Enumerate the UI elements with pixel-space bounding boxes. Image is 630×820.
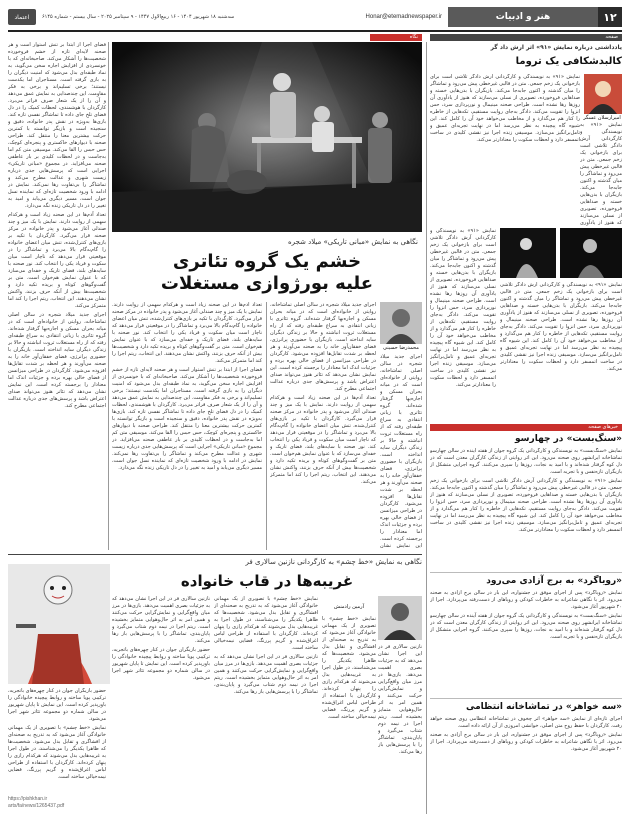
right-stage-photo-1	[500, 228, 556, 278]
lead-headline-line1: خشم یک گروه تئاتری	[172, 251, 362, 272]
news-2-title: «رویاگرد» به برج آزادی می‌رود	[486, 576, 622, 586]
bottom-body-col2-text-2: نازنین سالاری فر در این اجرا نشان می‌دهد که به جزئیات بصری اهمیت می‌دهد. بازی‌ها در مرز میان واقع‌گرایی و نمایش‌گرایی حرکت می‌کنند و همین امر به اثر حال‌وهوایی متمایز بخشیده است. ریتم اجرا در نیمه دوم شتاب می‌گیرد و پایان‌بندی، تماشاگر را با پرسش‌هایی باز رها می‌کند.	[214, 654, 318, 695]
lead-author-photo	[380, 302, 422, 344]
bottom-body-col4	[378, 644, 422, 810]
bottom-stage-photo	[8, 564, 110, 684]
bottom-body-col4-text: نازنین سالاری فر در این اجرا نشان می‌دهد که به جزئیات بصری اهمیت می‌دهد. بازی‌ها در مرز میان واقع‌گرایی و نمایش‌گرایی حرکت می‌کنند و همین امر به اثر حال‌وهوایی متمایز بخشیده است. ریتم اجرا در نیمه دوم شتاب می‌گیرد و پایان‌بندی، تماشاگر را با پرسش‌هایی باز رها می‌کند.	[378, 644, 422, 755]
bottom-left-paragraph-2: نمایش «خط چشم» با تصویری از یک مهمانی خانوادگی آغاز می‌شود که به تدریج به صحنه‌ای از افشاگری و تقابل بدل می‌شود. شخصیت‌ها که ظاهرا یکدیگر را می‌شناسند، در طول اجرا به غریبه‌هایی بدل می‌شوند که هرکدام رازی را پنهان کرده‌اند. کارگردان با استفاده از طراحی لباس اغراق‌شده و گریم پررنگ، فضایی نیمه‌خیالی ساخته است.	[8, 725, 106, 780]
lead-body-middle-text: اجرای جدید میلاد شجره در سالن اصلی تماشاخانه، روایتی از خانواده‌ای است که در میانه بحران مسکن و اجاره‌بها گرفتار شده‌اند. گروه تئاتری با زبانی انتقادی به سراغ طبقه‌ای رفته که از راه مستغلات ثروت انباشته و حالا بر زندگی دیگران سایه انداخته است. بازیگران با حضوری پرانرژی، فضای خفقان‌آور خانه را به صحنه می‌آورند و هر لحظه بر شدت تقابل‌ها افزوده می‌شود. کارگردان در طراحی میزانسن از فضای خالی بهره برده و جزئیات اندک اما معنادار را برجسته کرده است. این نمایش نشان می‌دهد که تئاتر هنوز می‌تواند صدای اعتراض باشد و پرسش‌های جدی درباره عدالت اجتماعی مطرح کند.	[270, 302, 376, 392]
author-portrait-illustration	[380, 302, 422, 344]
lead-body-right	[380, 354, 422, 550]
label-notes: نگاه	[370, 34, 422, 41]
costume-photo-illustration	[8, 564, 110, 684]
right-body-lower-text: نمایش «۹۱» به نویسندگی و کارگردانی آرش دادگر تلاشی است برای بازخوانی یک زخم جمعی. متن در قالبی غیرخطی پیش می‌رود و تماشاگر را میان گذشته و اکنون جابه‌جا می‌کند. بازیگران با بدن‌هایی خسته و صداهایی فروخورده، تصویری از نسلی می‌سازند که هنوز از یادآوری آن روزها رها نشده است. طراحی صحنه مینیمال و نورپردازی سرد، حس انزوا را تقویت می‌کند. دادگر به‌جای روایت مستقیم، تکه‌هایی از خاطره را کنار هم می‌گذارد و از مخاطب می‌خواهد خود آن را کامل کند. این شیوه گاه پیچیده به نظر می‌رسد اما در نهایت تجربه‌ای عمیق و تامل‌برانگیز می‌سازد. موسیقی زنده اجرا نیز نقشی کلیدی در ساخت اتمسفر دارد و لحظات سکوت را معنادارتر می‌کند.	[500, 282, 622, 372]
lead-body-middle	[270, 302, 376, 550]
label-news: خبرهای صفحه	[430, 424, 622, 431]
right-body-narrow-text: نمایش «۹۱» به نویسندگی و کارگردانی آرش دادگر تلاشی است برای بازخوانی یک زخم جمعی. متن در قالبی غیرخطی پیش می‌رود و تماشاگر را میان گذشته و اکنون جابه‌جا می‌کند. بازیگران با بدن‌هایی خسته و صداهایی فروخورده، تصویری از نسلی می‌سازند که هنوز از یادآوری	[580, 122, 622, 226]
bottom-headline: غریبه‌ها در قاب خانواده	[180, 572, 354, 590]
lead-body-middle-text-2: تعداد آدم‌ها در این صحنه زیاد است و هرکدام سهمی از روایت دارند. نمایش با یک میز و چند صندلی آغاز می‌شود و پدر خانواده در مرکز صحنه قرار می‌گیرد. کارگردان با تکیه بر بازی‌های کنترل‌شده، تنش میان اعضای خانواده را گام‌به‌گام بالا می‌برد و تماشاگر را در موقعیتی قرار می‌دهد که ناچار است میان سکوت و فریاد یکی را انتخاب کند. نور صحنه با سایه‌های بلند، فضای تاریک و خفه‌ای می‌سازد که با عنوان نمایش هم‌خوان است. متن بر گفت‌وگوهای کوتاه و بریده تکیه دارد و شخصیت‌ها بیش از آنکه حرف بزنند، واکنش نشان می‌دهند. این انتخاب، ریتم اجرا را کند اما متمرکز می‌کند.	[270, 395, 376, 485]
stage-photo-1-illustration	[500, 228, 556, 278]
right-body-lower-left	[430, 228, 496, 420]
bottom-left-text	[8, 688, 106, 792]
right-body-text: نمایش «۹۱» به نویسندگی و کارگردانی آرش دادگر تلاشی است برای بازخوانی یک زخم جمعی. متن در قالبی غیرخطی پیش می‌رود و تماشاگر را میان گذشته و اکنون جابه‌جا می‌کند. بازیگران با بدن‌هایی خسته و صداهایی فروخورده، تصویری از نسلی می‌سازند که هنوز از یادآوری آن روزها رها نشده است. طراحی صحنه مینیمال و نورپردازی سرد، حس انزوا را تقویت می‌کند. دادگر به‌جای روایت مستقیم، تکه‌هایی از خاطره را کنار هم می‌گذارد و از مخاطب می‌خواهد خود آن را کامل کند. این شیوه گاه پیچیده به نظر می‌رسد اما در نهایت تجربه‌ای عمیق و تامل‌برانگیز می‌سازد. موسیقی زنده اجرا نیز نقشی کلیدی در ساخت اتمسفر دارد و لحظات سکوت را معنادارتر می‌کند.	[430, 74, 580, 143]
left-column-continued: تعداد آدم‌ها در این صحنه زیاد است و هرکدام سهمی از روایت دارند. نمایش با یک میز و چند صندلی آغاز می‌شود و پدر خانواده در مرکز صحنه قرار می‌گیرد. کارگردان با تکیه بر بازی‌های کنترل‌شده، تنش میان اعضای خانواده را گام‌به‌گام بالا می‌برد و تماشاگر را در موقعیتی قرار می‌دهد که ناچار است میان سکوت و فریاد یکی را انتخاب کند. نور صحنه با سایه‌های بلند، فضای تاریک و خفه‌ای می‌سازد که با عنوان نمایش هم‌خوان است. متن بر گفت‌وگوهای کوتاه و بریده تکیه دارد و شخصیت‌ها بیش از آنکه حرف بزنند، واکنش نشان می‌دهند. این انتخاب، ریتم اجرا را کند اما متمرکز می‌کند.	[8, 212, 106, 309]
bottom-body-col2-text: نمایش «خط چشم» با تصویری از یک مهمانی خانوادگی آغاز می‌شود که به تدریج به صحنه‌ای از افشاگری و تقابل بدل می‌شود. شخصیت‌ها که ظاهرا یکدیگر را می‌شناسند، در طول اجرا به غریبه‌هایی بدل می‌شوند که هرکدام رازی را پنهان کرده‌اند. کارگردان با استفاده از طراحی لباس اغراق‌شده و گریم پررنگ، فضایی نیمه‌خیالی ساخته است.	[214, 596, 318, 651]
news-divider-2	[430, 698, 622, 699]
header-rule	[8, 30, 622, 32]
bottom-body-col1-text: نازنین سالاری فر در این اجرا نشان می‌دهد که به جزئیات بصری اهمیت می‌دهد. بازی‌ها در مرز میان واقع‌گرایی و نمایش‌گرایی حرکت می‌کنند و همین امر به اثر حال‌وهوایی متمایز بخشیده است. ریتم اجرا در نیمه دوم شتاب می‌گیرد و پایان‌بندی، تماشاگر را با پرسش‌هایی باز رها می‌کند.	[112, 596, 210, 644]
news-2-text: نمایش «رویاگرد» پس از اجرای موفق در جشنواره، این بار در سالن برج آزادی به صحنه می‌رود. اثر با نگاهی شاعرانه به خاطرات کودکی و رویاهای از دست‌رفته می‌پردازد. اجرا از ۲۰ شهریور آغاز می‌شود.	[430, 590, 622, 610]
news-2-text-2: نمایش «سنگ‌بست» به نویسندگی و کارگردانی یک گروه جوان از هفته آینده در سالن چهارسو تماشاخانه ایرانشهر روی صحنه می‌رود. این اثر روایتی از زندگی کارگران معدن است که در دل کوه گرفتار شده‌اند و با امید به نجات، روزها را سپری می‌کنند. گروه اجرایی متشکل از بازیگران تازه‌نفس و با تجربه است.	[430, 613, 622, 640]
left-column-text	[8, 42, 106, 550]
lead-kicker: نگاهی به نمایش «مبانی تاریکی» میلاد شجره	[287, 238, 418, 246]
right-body-lower-left-text: نمایش «۹۱» به نویسندگی و کارگردانی آرش دادگر تلاشی است برای بازخوانی یک زخم جمعی. متن در قالبی غیرخطی پیش می‌رود و تماشاگر را میان گذشته و اکنون جابه‌جا می‌کند. بازیگران با بدن‌هایی خسته و صداهایی فروخورده، تصویری از نسلی می‌سازند که هنوز از یادآوری آن روزها رها نشده است. طراحی صحنه مینیمال و نورپردازی سرد، حس انزوا را تقویت می‌کند. دادگر به‌جای روایت مستقیم، تکه‌هایی از خاطره را کنار هم می‌گذارد و از مخاطب می‌خواهد خود آن را کامل کند. این شیوه گاه پیچیده به نظر می‌رسد اما در نهایت تجربه‌ای عمیق و تامل‌برانگیز می‌سازد. موسیقی زنده اجرا نیز نقشی کلیدی در ساخت اتمسفر دارد و لحظات سکوت را معنادارتر می‌کند.	[430, 228, 496, 388]
lead-author-name: محمدرضا حسینی	[383, 345, 419, 351]
lead-headline-line2: علیه بورژوازی مستغلات	[160, 273, 374, 294]
bottom-body-col2	[214, 596, 318, 810]
lead-body-right-text: اجرای جدید میلاد شجره در سالن اصلی تماشاخانه، روایتی از خانواده‌ای است که در میانه بحران مسکن و اجاره‌بها گرفتار شده‌اند. گروه تئاتری با زبانی انتقادی به سراغ طبقه‌ای رفته که از راه مستغلات ثروت انباشته و حالا بر زندگی دیگران سایه انداخته است. بازیگران با حضوری پرانرژی، فضای خفقان‌آور خانه را به صحنه می‌آورند و هر لحظه بر شدت تقابل‌ها افزوده می‌شود. کارگردان در طراحی میزانسن از فضای خالی بهره برده و جزئیات اندک اما معنادار را برجسته کرده است. این نمایش نشان	[380, 354, 422, 549]
right-author-photo	[584, 74, 622, 114]
right-body-narrow	[580, 122, 622, 226]
section-title: هنر و ادبیات	[448, 7, 598, 27]
section-email[interactable]: Honar@etemadnewspaper.ir	[365, 14, 442, 20]
lead-stage-photo	[112, 42, 422, 232]
lead-body-left	[112, 302, 262, 550]
lead-body-divider	[266, 302, 267, 550]
news-3-text: اجرای تازه‌ای از نمایش «سه خواهر» اثر چخوف در تماشاخانه انتظامی روی صحنه خواهد رفت. کارگردان با حفظ روح متن اصلی، خوانشی امروزی از آن ارائه داده است.	[430, 716, 622, 729]
news-3-title: «سه خواهر» در تماشاخانه انتظامی	[465, 702, 622, 712]
right-headline: کالبدشکافی یک تروما	[515, 56, 622, 67]
news-1-body	[430, 448, 622, 568]
date-line: سه‌شنبه ۱۸ شهریور ۱۴۰۴ - ۱۶ ربیع‌الاول ۱۴۴۷ - ۹ سپتامبر ۲۰۲۵ - سال بیستم - شماره ۶۱۴۵	[42, 14, 235, 20]
bottom-body-col3-text: نمایش «خط چشم» با تصویری از یک مهمانی خانوادگی آغاز می‌شود که به تدریج به صحنه‌ای از افشاگری و تقابل بدل می‌شود. شخصیت‌ها که ظاهرا یکدیگر را می‌شناسند، در طول اجرا به غریبه‌هایی بدل می‌شوند که هرکدام رازی را پنهان کرده‌اند. کارگردان با استفاده از طراحی لباس اغراق‌شده و گریم پررنگ، فضایی نیمه‌خیالی ساخته است.	[322, 616, 376, 720]
bottom-author-photo	[378, 596, 422, 640]
right-author-portrait	[584, 74, 622, 114]
column-divider	[108, 42, 109, 550]
newspaper-logo: اعتماد	[8, 9, 36, 25]
right-stage-photo-2	[560, 228, 622, 278]
bottom-body-col1	[112, 596, 210, 810]
news-1-title: «سنگ‌بست» در چهارسو	[515, 434, 622, 444]
bottom-kicker: نگاهی به نمایش «خط چشم» به کارگردانی نازنین سالاری فر	[245, 558, 422, 566]
news-1-text-2: نمایش «۹۱» به نویسندگی و کارگردانی آرش دادگر تلاشی است برای بازخوانی یک زخم جمعی. متن در قالبی غیرخطی پیش می‌رود و تماشاگر را میان گذشته و اکنون جابه‌جا می‌کند. بازیگران با بدن‌هایی خسته و صداهایی فروخورده، تصویری از نسلی می‌سازند که هنوز از یادآوری آن روزها رها نشده است. طراحی صحنه مینیمال و نورپردازی سرد، حس انزوا را تقویت می‌کند. دادگر به‌جای روایت مستقیم، تکه‌هایی از خاطره را کنار هم می‌گذارد و از مخاطب می‌خواهد خود آن را کامل کند. این شیوه گاه پیچیده به نظر می‌رسد اما در نهایت تجربه‌ای عمیق و تامل‌برانگیز می‌سازد. موسیقی زنده اجرا نیز نقشی کلیدی در ساخت اتمسفر دارد و لحظات سکوت را معنادارتر می‌کند.	[430, 478, 622, 533]
lead-body-left-text: تعداد آدم‌ها در این صحنه زیاد است و هرکدام سهمی از روایت دارند. نمایش با یک میز و چند صندلی آغاز می‌شود و پدر خانواده در مرکز صحنه قرار می‌گیرد. کارگردان با تکیه بر بازی‌های کنترل‌شده، تنش میان اعضای خانواده را گام‌به‌گام بالا می‌برد و تماشاگر را در موقعیتی قرار می‌دهد که ناچار است میان سکوت و فریاد یکی را انتخاب کند. نور صحنه با سایه‌های بلند، فضای تاریک و خفه‌ای می‌سازد که با عنوان نمایش هم‌خوان است. متن بر گفت‌وگوهای کوتاه و بریده تکیه دارد و شخصیت‌ها بیش از آنکه حرف بزنند، واکنش نشان می‌دهند. این انتخاب، ریتم اجرا را کند اما متمرکز می‌کند.	[112, 302, 262, 364]
news-divider-1	[430, 572, 622, 573]
label-column: صفحه	[430, 34, 622, 41]
right-body-top	[430, 74, 580, 226]
left-column-paragraph: فضای اجرا از ابتدا بر تنش استوار است و هر صحنه لایه‌ای تازه از خشم فروخورده شخصیت‌ها را آشکار می‌کند. صاحبخانه‌ای که با خونسردی از افزایش اجاره سخن می‌گوید، به نماد طبقه‌ای بدل می‌شود که امنیت دیگران را به بازی گرفته است. مستاجران اما یکدست نیستند؛ برخی تسلیم‌اند و برخی به فکر مقاومت. این چندصدایی به نمایش عمق می‌دهد و آن را از یک شعار صرف فراتر می‌برد. کارگردان با هوشمندی، لحظات کمیک را در دل فضای تلخ جای داده تا تماشاگر نفسی تازه کند. بازی‌ها به‌ویژه در نقش پدر خانواده، دقیق و سنجیده است و بازیگر توانسته با کمترین حرکت بیشترین معنا را منتقل کند. طراحی صحنه با دیوارهای خاکستری و پنجره‌ای کوچک، حس حبس را القا می‌کند. موسیقی متن کم اما به‌جاست و در لحظات کلیدی بر بار عاطفی صحنه می‌افزاید. در مجموع «مبانی تاریکی» اجرایی است که پرسش‌هایی جدی درباره زیست شهری و عدالت مطرح می‌کند و تماشاگر را بی‌تفاوت رها نمی‌کند. نمایش در ادامه با ورود شخصیت تازه‌ای که نماینده نسل جوان است، مسیر دیگری می‌یابد و امید به تغییر را در دل تاریکی زنده نگه می‌دارد.	[8, 42, 106, 209]
page-header	[8, 6, 622, 28]
photo-source-url-1[interactable]: https://pishkhan.ir	[8, 796, 48, 802]
right-author-name: امیرارسلان عسگر	[583, 115, 621, 121]
bottom-right-divider	[426, 424, 427, 814]
left-column-continued-2: اجرای جدید میلاد شجره در سالن اصلی تماشاخانه، روایتی از خانواده‌ای است که در میانه بحران مسکن و اجاره‌بها گرفتار شده‌اند. گروه تئاتری با زبانی انتقادی به سراغ طبقه‌ای رفته که از راه مستغلات ثروت انباشته و حالا بر زندگی دیگران سایه انداخته است. بازیگران با حضوری پرانرژی، فضای خفقان‌آور خانه را به صحنه می‌آورند و هر لحظه بر شدت تقابل‌ها افزوده می‌شود. کارگردان در طراحی میزانسن از فضای خالی بهره برده و جزئیات اندک اما معنادار را برجسته کرده است. این نمایش نشان می‌دهد که تئاتر هنوز می‌تواند صدای اعتراض باشد و پرسش‌های جدی درباره عدالت اجتماعی مطرح کند.	[8, 312, 106, 409]
photo-source-url-2[interactable]: arts/fa/news/1265437.pdf	[8, 803, 65, 809]
right-body-lower	[500, 282, 622, 420]
bottom-author-name: آرمین رادمنش	[334, 604, 364, 610]
right-kicker: یادداشتی درباره نمایش «۹۱» اثر ارش داد گر	[490, 44, 622, 51]
bottom-section-rule	[8, 554, 422, 555]
news-3-text-2: نمایش «رویاگرد» پس از اجرای موفق در جشنواره، این بار در سالن برج آزادی به صحنه می‌رود. اثر با نگاهی شاعرانه به خاطرات کودکی و رویاهای از دست‌رفته می‌پردازد. اجرا از ۲۰ شهریور آغاز می‌شود.	[430, 732, 622, 752]
news-3-body	[430, 716, 622, 814]
stage-photo-illustration	[112, 42, 422, 232]
lead-body-left-text-2: فضای اجرا از ابتدا بر تنش استوار است و هر صحنه لایه‌ای تازه از خشم فروخورده شخصیت‌ها را آشکار می‌کند. صاحبخانه‌ای که با خونسردی از افزایش اجاره سخن می‌گوید، به نماد طبقه‌ای بدل می‌شود که امنیت دیگران را به بازی گرفته است. مستاجران اما یکدست نیستند؛ برخی تسلیم‌اند و برخی به فکر مقاومت. این چندصدایی به نمایش عمق می‌دهد و آن را از یک شعار صرف فراتر می‌برد. کارگردان با هوشمندی، لحظات کمیک را در دل فضای تلخ جای داده تا تماشاگر نفسی تازه کند. بازی‌ها به‌ویژه در نقش پدر خانواده، دقیق و سنجیده است و بازیگر توانسته با کمترین حرکت بیشترین معنا را منتقل کند. طراحی صحنه با دیوارهای خاکستری و پنجره‌ای کوچک، حس حبس را القا می‌کند. موسیقی متن کم اما به‌جاست و در لحظات کلیدی بر بار عاطفی صحنه می‌افزاید. در مجموع «مبانی تاریکی» اجرایی است که پرسش‌هایی جدی درباره زیست شهری و عدالت مطرح می‌کند و تماشاگر را بی‌تفاوت رها نمی‌کند. نمایش در ادامه با ورود شخصیت تازه‌ای که نماینده نسل جوان است، مسیر دیگری می‌یابد و امید به تغییر را در دل تاریکی زنده نگه می‌دارد.	[112, 367, 262, 471]
page-number: ۱۲	[598, 7, 622, 27]
bottom-body-col1-text-2: حضور بازیگران جوان در کنار چهره‌های باتجربه، ترکیبی پویا ساخته و روابط پیچیده خانوادگی را باورپذیر کرده است. این نمایش تا پایان شهریور در سالن شماره دو مجموعه تئاتر شهر اجرا می‌شود.	[112, 647, 210, 681]
bottom-author-portrait	[378, 596, 422, 640]
news-1-text: نمایش «سنگ‌بست» به نویسندگی و کارگردانی یک گروه جوان از هفته آینده در سالن چهارسو تماشاخانه ایرانشهر روی صحنه می‌رود. این اثر روایتی از زندگی کارگران معدن است که در دل کوه گرفتار شده‌اند و با امید به نجات، روزها را سپری می‌کنند. گروه اجرایی متشکل از بازیگران تازه‌نفس و با تجربه است.	[430, 448, 622, 475]
right-column-divider	[426, 42, 427, 422]
news-2-body	[430, 590, 622, 694]
bottom-left-paragraph: حضور بازیگران جوان در کنار چهره‌های باتجربه، ترکیبی پویا ساخته و روابط پیچیده خانوادگی را باورپذیر کرده است. این نمایش تا پایان شهریور در سالن شماره دو مجموعه تئاتر شهر اجرا می‌شود.	[8, 688, 106, 722]
stage-photo-2-illustration	[560, 228, 622, 278]
bottom-body-col3	[322, 616, 376, 810]
